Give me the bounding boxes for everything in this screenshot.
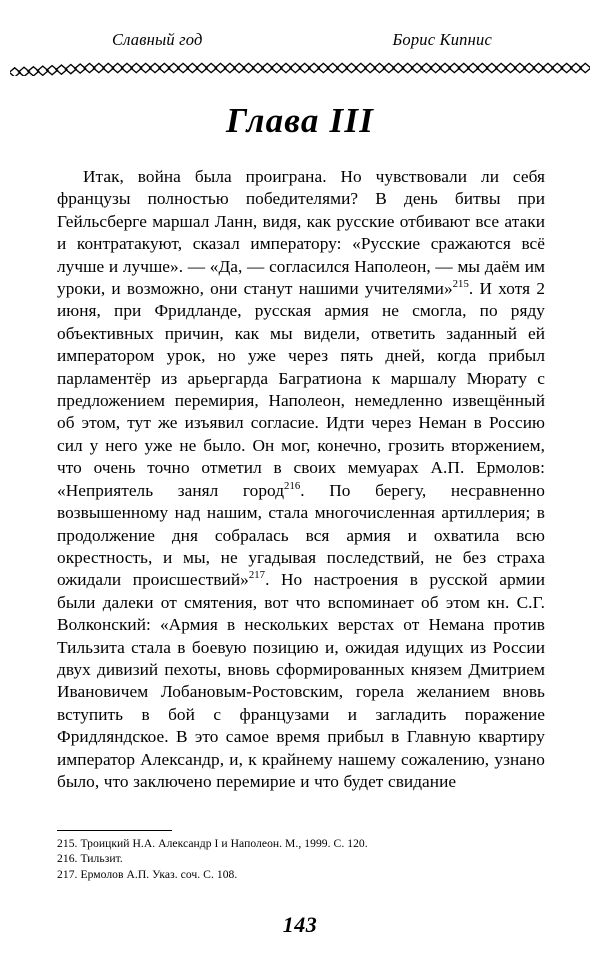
footnote-text: Тильзит. (80, 852, 123, 866)
page-number: 143 (282, 912, 318, 937)
footnote-number: 217. (57, 867, 78, 881)
running-head-left-title: Славный год (112, 30, 203, 49)
footnote-marker-215: 215 (452, 278, 469, 291)
running-head-right-author: Борис Кипнис (392, 30, 492, 49)
footnote-number: 215. (57, 837, 78, 850)
footnote-marker-216: 216 (284, 479, 301, 492)
body-paragraph (57, 166, 545, 793)
body-text-block (57, 166, 545, 793)
diamond-chain-divider-icon (10, 60, 590, 76)
body-text-part-3: . По берегу, несравненно возвышенному над нашим, стала многочисленная артиллерия; в продолжение дня собралась вся армия и охватила всю окрестность, и мы, не угадывая последствий, не без страха ожидали происшествий» (57, 480, 545, 590)
footnote-item (57, 867, 545, 882)
body-text-part-4: . Но настроения в русской армии были далеки от смятения, вот что вспоминает об этом кн. С.Г. Волконский: «Армия в нескольких верстах от Немана против Тильзита стала в боевую позицию и, ожидая идущих из России двух дивизий пехоты, вновь сформированных князем Дмитрием Ивановичем Лобановым-Ростовским, горела желанием вновь вступить в бой с французами и загладить поражение Фридляндское. В это самое время прибыл в Главную квартиру император Александр, и, к крайнему нашему сожалению, узнано было, что заключено перемирие и что будет свидание (57, 570, 545, 791)
body-text-part-2: . И хотя 2 июня, при Фридланде, русская армия не смогла, по ряду объективных причин, как мы видели, ответить заданный ей императором урок, но уже через пять дней, когда прибыл парламентёр из арьергарда Багратиона к маршалу Мюрату с предложением перемирия, Наполеон, немедленно извещённый об этом, тут же изъявил согласие. Идти через Неман в Россию сил у него уже не было. Он мог, конечно, грозить вторжением, что очень точно отметил в своих мемуарах А.П. Ермолов: «Неприятель занял город (57, 279, 546, 500)
footnote-text: Ермолов А.П. Указ. соч. С. 108. (80, 867, 238, 881)
footnote-text: Троицкий Н.А. Александр I и Наполеон. М., 1999. С. 120. (80, 837, 368, 850)
footnote-marker-217: 217 (248, 569, 266, 582)
footnote-list (57, 836, 545, 882)
footnote-item (57, 836, 545, 851)
body-text-part-1: Итак, война была проиграна. Но чувствовали ли себя французы полностью победителями? В день битвы при Гейльсберге маршал Ланн, видя, как русские отбивают все атаки и контратакуют, сказал императору: «Русские сражаются всё лучше и лучше». — «Да, — согласился Наполеон, — мы даём им уроки, и возможно, они станут нашими учителями» (57, 167, 545, 299)
chapter-title: Глава III (225, 101, 375, 140)
footnote-item (57, 851, 545, 866)
footnote-separator-rule (57, 830, 172, 831)
running-head (57, 30, 545, 54)
footnote-number: 216. (57, 852, 78, 866)
